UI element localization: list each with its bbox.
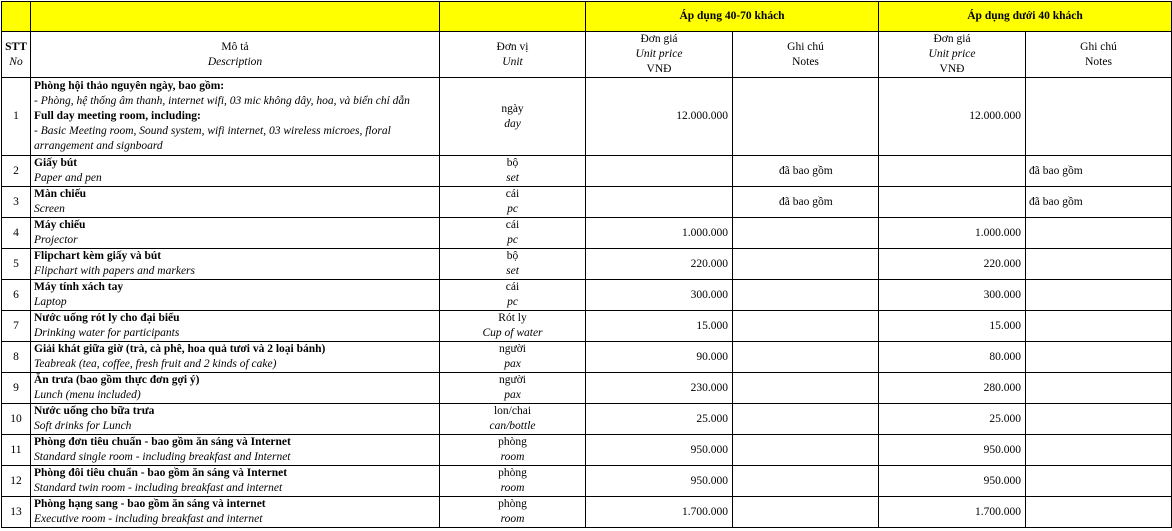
row-subtitle: Flipchart with papers and markers [34, 265, 195, 277]
table-row [2, 218, 1172, 249]
row-note-a [733, 218, 879, 249]
row-price-a: 950.000 [586, 466, 733, 497]
row-price-b: 220.000 [879, 249, 1026, 280]
row-no: 6 [2, 280, 31, 311]
row-title: Giấy bút [34, 157, 78, 169]
col-header-notes-a [733, 32, 879, 78]
row-note-a [733, 78, 879, 156]
row-unit [440, 342, 586, 373]
table-row [2, 249, 1172, 280]
row-title: Giải khát giữa giờ (trà, cà phê, hoa quả tươi và 2 loại bánh) [34, 343, 326, 355]
row-title: Máy chiếu [34, 219, 86, 231]
row-price-b: 80.000 [879, 342, 1026, 373]
table-row [2, 342, 1172, 373]
table-row [2, 404, 1172, 435]
row-description [31, 187, 440, 218]
row-unit-en: can/bottle [489, 420, 536, 432]
row-unit [440, 187, 586, 218]
col-header-price-b-en: Unit price [928, 48, 976, 60]
table-row [2, 280, 1172, 311]
row-note-b [1026, 78, 1172, 156]
row-price-b: 12.000.000 [879, 78, 1026, 156]
col-header-notes-b-en: Notes [1085, 55, 1112, 68]
row-no: 10 [2, 404, 31, 435]
col-header-no-en: No [9, 55, 23, 68]
row-note-a [733, 435, 879, 466]
header-blank-no [2, 2, 31, 32]
col-header-unit [440, 32, 586, 78]
row-unit-vi: người [498, 374, 526, 386]
row-unit-en: pc [507, 234, 518, 246]
row-unit-vi: Rót ly [498, 312, 527, 324]
row-no: 13 [2, 497, 31, 528]
row-note-a [733, 466, 879, 497]
row-unit [440, 373, 586, 404]
row-title: Phòng hạng sang - bao gồm ăn sáng và internet [34, 498, 266, 510]
row-note-a: đã bao gồm [733, 187, 879, 218]
row-price-b: 280.000 [879, 373, 1026, 404]
row-note-b [1026, 342, 1172, 373]
row-description [31, 156, 440, 187]
row-unit [440, 497, 586, 528]
group-header-40-70: Áp dụng 40-70 khách [586, 2, 879, 32]
row-note-a [733, 280, 879, 311]
row-price-a: 12.000.000 [586, 78, 733, 156]
row-note-b [1026, 280, 1172, 311]
col-header-price-b-vi: Đơn giá [933, 33, 971, 45]
col-header-desc-en: Description [207, 55, 263, 68]
row-unit-en: pax [504, 358, 521, 370]
row-unit-vi: cái [505, 188, 520, 200]
table-row [2, 156, 1172, 187]
row-note-b [1026, 218, 1172, 249]
row-description [31, 404, 440, 435]
row-no: 12 [2, 466, 31, 497]
row-no: 5 [2, 249, 31, 280]
row-description [31, 78, 440, 156]
col-header-no-vi: STT [5, 40, 27, 53]
row-price-a: 300.000 [586, 280, 733, 311]
row-unit-en: set [506, 172, 519, 184]
row-description [31, 218, 440, 249]
col-header-price-a-vi: Đơn giá [640, 33, 678, 45]
col-header-notes-b-vi: Ghi chú [1080, 40, 1117, 53]
row-detail-vi: - Phòng, hệ thống âm thanh, internet wifi, 03 mic không dây, hoa, và biển chỉ dẫn [34, 95, 410, 107]
row-subtitle: Teabreak (tea, coffee, fresh fruit and 2 kinds of cake) [34, 358, 277, 370]
row-detail-en: - Basic Meeting room, Sound system, wifi internet, 03 wireless microes, floral arrangement and signboard [34, 125, 391, 152]
row-description [31, 435, 440, 466]
row-unit-vi: người [498, 343, 526, 355]
row-unit [440, 280, 586, 311]
row-unit [440, 78, 586, 156]
col-header-notes-a-en: Notes [792, 55, 819, 68]
row-price-b: 15.000 [879, 311, 1026, 342]
row-price-a: 15.000 [586, 311, 733, 342]
row-title-en: Full day meeting room, including: [34, 110, 201, 122]
row-note-a: đã bao gồm [733, 156, 879, 187]
row-unit [440, 156, 586, 187]
row-price-b [879, 156, 1026, 187]
row-title: Màn chiếu [34, 188, 87, 200]
col-header-description [31, 32, 440, 78]
col-header-price-b [879, 32, 1026, 78]
col-header-unit-vi: Đơn vị [496, 40, 529, 53]
row-subtitle: Screen [34, 203, 65, 215]
row-note-a [733, 311, 879, 342]
row-description [31, 373, 440, 404]
row-unit-en: pax [504, 389, 521, 401]
row-unit-en: pc [507, 296, 518, 308]
row-title: Máy tính xách tay [34, 281, 124, 293]
row-note-b [1026, 311, 1172, 342]
row-subtitle: Laptop [34, 296, 67, 308]
row-unit [440, 249, 586, 280]
row-price-b: 950.000 [879, 435, 1026, 466]
row-price-a [586, 187, 733, 218]
table-row [2, 373, 1172, 404]
table-body [2, 156, 1172, 528]
row-subtitle: Executive room - including breakfast and internet [34, 513, 263, 525]
row-unit-vi: phòng [498, 498, 527, 510]
row-price-b [879, 187, 1026, 218]
header-blank-unit [440, 2, 586, 32]
row-description [31, 497, 440, 528]
row-title: Ăn trưa (bao gồm thực đơn gợi ý) [34, 374, 200, 386]
row-note-b [1026, 249, 1172, 280]
row-unit-en: pc [507, 203, 518, 215]
row-price-a: 1.000.000 [586, 218, 733, 249]
row-note-b [1026, 404, 1172, 435]
row-note-a [733, 373, 879, 404]
row-note-b [1026, 497, 1172, 528]
row-unit-vi: bộ [506, 157, 519, 169]
row-no: 9 [2, 373, 31, 404]
row-price-a: 1.700.000 [586, 497, 733, 528]
row-unit-vi: ngày [501, 102, 524, 115]
row-note-a [733, 497, 879, 528]
col-header-price-b-cur: VNĐ [939, 63, 965, 75]
row-price-b: 1.000.000 [879, 218, 1026, 249]
row-unit-vi: phòng [498, 436, 527, 448]
row-price-a: 950.000 [586, 435, 733, 466]
col-header-unit-en: Unit [502, 55, 523, 68]
table-row [2, 311, 1172, 342]
col-header-no [2, 32, 31, 78]
row-no: 3 [2, 187, 31, 218]
row-unit-en: set [506, 265, 519, 277]
row-note-b [1026, 373, 1172, 404]
table-row [2, 466, 1172, 497]
row-unit-vi: cái [505, 281, 520, 293]
price-table [1, 1, 1172, 528]
row-subtitle: Standard twin room - including breakfast and internet [34, 482, 283, 494]
row-unit [440, 218, 586, 249]
row-unit-vi: phòng [498, 467, 527, 479]
table-row [2, 497, 1172, 528]
row-subtitle: Standard single room - including breakfast and Internet [34, 451, 291, 463]
row-note-a [733, 342, 879, 373]
table-row [2, 78, 1172, 156]
row-no: 2 [2, 156, 31, 187]
row-title: Nước uống cho bữa trưa [34, 405, 155, 417]
row-no: 8 [2, 342, 31, 373]
row-title: Nước uống rót ly cho đại biểu [34, 312, 180, 324]
row-description [31, 280, 440, 311]
column-header-row [2, 32, 1172, 78]
group-header-row [2, 2, 1172, 32]
row-price-b: 25.000 [879, 404, 1026, 435]
row-subtitle: Projector [34, 234, 78, 246]
row-title: Flipchart kèm giấy và bút [34, 250, 162, 262]
row-note-b: đã bao gồm [1026, 187, 1172, 218]
col-header-notes-b [1026, 32, 1172, 78]
row-title: Phòng đơn tiêu chuẩn - bao gồm ăn sáng và Internet [34, 436, 291, 448]
col-header-notes-a-vi: Ghi chú [787, 40, 824, 53]
row-description [31, 311, 440, 342]
row-unit-en: room [500, 513, 525, 525]
row-price-a [586, 156, 733, 187]
row-unit-en: Cup of water [482, 327, 543, 339]
table-row [2, 187, 1172, 218]
table-row [2, 435, 1172, 466]
row-description [31, 249, 440, 280]
row-no: 7 [2, 311, 31, 342]
row-subtitle: Drinking water for participants [34, 327, 180, 339]
group-header-under-40: Áp dụng dưới 40 khách [879, 2, 1172, 32]
row-no: 4 [2, 218, 31, 249]
row-unit-en: room [500, 451, 525, 463]
row-no: 11 [2, 435, 31, 466]
row-note-b [1026, 466, 1172, 497]
row-unit-en: room [500, 482, 525, 494]
row-description [31, 466, 440, 497]
row-price-a: 25.000 [586, 404, 733, 435]
row-unit [440, 404, 586, 435]
row-no: 1 [2, 78, 31, 156]
row-note-b [1026, 435, 1172, 466]
col-header-price-a-cur: VNĐ [646, 63, 672, 75]
row-note-b: đã bao gồm [1026, 156, 1172, 187]
row-subtitle: Paper and pen [34, 172, 102, 184]
row-unit-vi: bộ [506, 250, 519, 262]
row-price-b: 300.000 [879, 280, 1026, 311]
col-header-desc-vi: Mô tả [221, 40, 249, 53]
header-blank-desc [31, 2, 440, 32]
row-unit [440, 311, 586, 342]
row-price-b: 950.000 [879, 466, 1026, 497]
row-price-b: 1.700.000 [879, 497, 1026, 528]
row-unit [440, 435, 586, 466]
row-unit-vi: cái [505, 219, 520, 231]
row-title: Phòng đôi tiêu chuẩn - bao gồm ăn sáng và Internet [34, 467, 288, 479]
row-price-a: 220.000 [586, 249, 733, 280]
row-subtitle: Soft drinks for Lunch [34, 420, 132, 432]
row-price-a: 90.000 [586, 342, 733, 373]
col-header-price-a [586, 32, 733, 78]
row-unit [440, 466, 586, 497]
row-subtitle: Lunch (menu included) [34, 389, 141, 401]
row-note-a [733, 249, 879, 280]
row-unit-en: day [504, 117, 521, 130]
row-description [31, 342, 440, 373]
row-note-a [733, 404, 879, 435]
row-title-vi: Phòng hội thảo nguyên ngày, bao gồm: [34, 80, 225, 92]
row-unit-vi: lon/chai [493, 405, 532, 417]
col-header-price-a-en: Unit price [635, 48, 683, 60]
row-price-a: 230.000 [586, 373, 733, 404]
